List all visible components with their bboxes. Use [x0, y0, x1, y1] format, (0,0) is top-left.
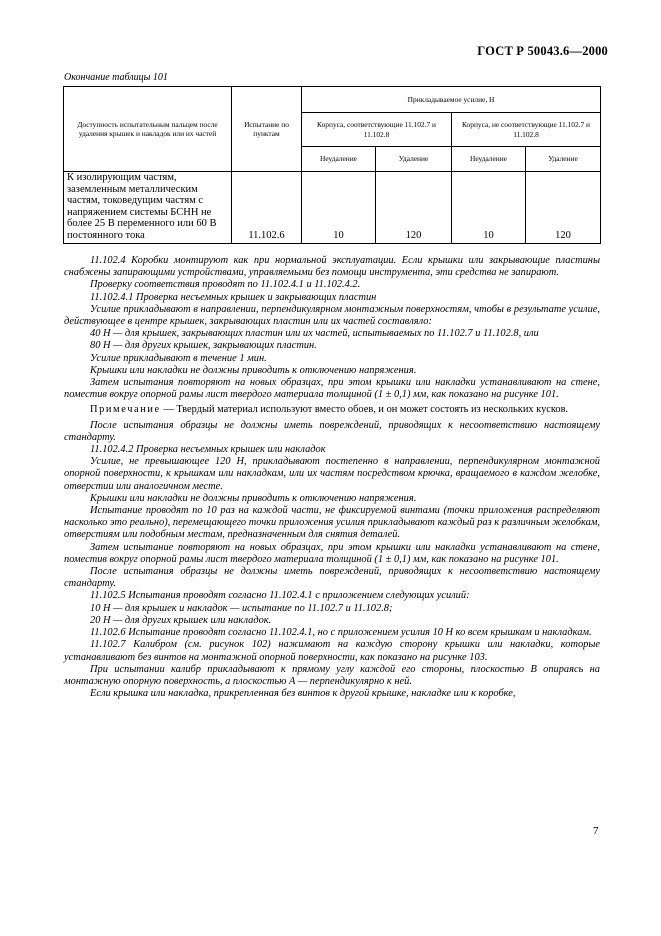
paragraph: 11.102.7 Калибром (см. рисунок 102) нажимают на каждую сторону крышки или накладки, которые устанавливают без винтов на монтажной опорной поверхности, как показано на рисунке 103.: [64, 639, 600, 663]
paragraph: При испытании калибр прикладывают к прямому углу каждой его стороны, плоскостью В опираясь на монтажную опорную поверхность, а плоскостью А — перпендикулярно к ней.: [64, 663, 600, 687]
col-header-test: Испытание по пунктам: [232, 87, 302, 172]
paragraph: Если крышка или накладка, прикрепленная без винтов к другой крышке, накладке или к коробке,: [90, 688, 516, 700]
paragraph: После испытания образцы не должны иметь повреждений, приводящих к несоответствию настоящему стандарту.: [64, 419, 600, 443]
table-cell-v4: 120: [526, 172, 601, 244]
paragraph: 20 Н — для других крышек или накладок.: [90, 614, 272, 626]
col-header-group-b: Корпуса, не соответствующие 11.102.7 и 11.102.8: [452, 113, 601, 147]
paragraph: 11.102.4 Коробки монтируют как при нормальной эксплуатации. Если крышки или закрывающие пластины снабжены запирающими устройствами, управляемыми без помощи инструмента, эти средства не запирают.: [64, 255, 600, 279]
table-cell-test: 11.102.6: [232, 172, 302, 244]
table-caption: Окончание таблицы 101: [64, 72, 168, 83]
table-101: [63, 86, 601, 244]
paragraph: 11.102.4.2 Проверка несъемных крышек или накладок: [90, 444, 326, 456]
paragraph: Усилие, не превышающее 120 Н, прикладывают постепенно в направлении, перпендикулярном монтажной опорной поверхности, к крышкам или накладкам, или их частям посредством крючка, вращаемого в каждом желобке, отверстии или аналогичном месте.: [64, 456, 600, 492]
body-text: [64, 255, 600, 700]
col-header-force: Прикладываемое усилие, Н: [302, 87, 601, 113]
col-header-sub-2: Удаление: [376, 147, 452, 172]
table-cell-v3: 10: [452, 172, 526, 244]
document-header: ГОСТ Р 50043.6—2000: [477, 44, 608, 58]
col-header-sub-3: Неудаление: [452, 147, 526, 172]
table-cell-v1: 10: [302, 172, 376, 244]
col-header-sub-4: Удаление: [526, 147, 601, 172]
note-label: Примечание: [90, 404, 161, 416]
paragraph: Усилие прикладывают в течение 1 мин.: [90, 352, 267, 364]
paragraph: Проверку соответствия проводят по 11.102.4.1 и 11.102.4.2.: [90, 279, 361, 291]
paragraph: Затем испытания повторяют на новых образцах, при этом крышки или накладки устанавливают на стене, поместив вокруг опорной рамы лист твердого материала толщиной (1 ± 0,1) мм, как показано на рисунке 101.: [64, 377, 600, 401]
paragraph: 10 Н — для крышек и накладок — испытание по 11.102.7 и 11.102.8;: [90, 602, 393, 614]
paragraph: 80 Н — для других крышек, закрывающих пластин.: [90, 340, 317, 352]
note-text: — Твердый материал используют вместо обоев, и он может состоять из нескольких кусков.: [160, 404, 569, 416]
paragraph: После испытания образцы не должны иметь повреждений, приводящих к несоответствию настоящему стандарту.: [64, 566, 600, 590]
col-header-access: Доступность испытательным пальцем после удаления крышек и накладок или их частей: [64, 87, 232, 172]
paragraph: Крышки или накладки не должны приводить к отключению напряжения.: [90, 364, 417, 376]
paragraph: 11.102.5 Испытания проводят согласно 11.102.4.1 с приложением следующих усилий:: [90, 590, 470, 602]
paragraph: 11.102.6 Испытание проводят согласно 11.102.4.1, но с приложением усилия 10 Н ко всем крышкам и накладкам.: [90, 627, 592, 639]
page-number: 7: [593, 825, 599, 837]
paragraph: Затем испытание повторяют на новых образцах, при этом крышки или накладки устанавливают на стене, поместив вокруг опорной рамы лист твердого материала толщиной (1 ± 0,1) мм, как показано на рисунке 101.: [64, 541, 600, 565]
note: [64, 404, 600, 416]
paragraph: Усилие прикладывают в направлении, перпендикулярном монтажным поверхностям, чтобы в результате усилие, действующее в центре крышек, закрывающих пластин или их частей составляло:: [64, 303, 600, 328]
table-cell-access: К изолирующим частям, заземленным металлическим частям, токоведущим частям с напряжением системы БСНН не более 25 В переменного или 60 В постоянного тока: [64, 172, 232, 244]
paragraph: Испытание проводят по 10 раз на каждой части, не фиксируемой винтами (точки приложения распределяют насколько это реально), перемещающего точки приложения усилия прикладывают каждый раз к различным желобкам, отверстиям или подобным местам, предназначенным для снятия деталей.: [64, 505, 600, 541]
col-header-group-a: Корпуса, соответствующие 11.102.7 и 11.102.8: [302, 113, 452, 147]
paragraph: Крышки или накладки не должны приводить к отключению напряжения.: [90, 492, 417, 504]
col-header-sub-1: Неудаление: [302, 147, 376, 172]
table-cell-v2: 120: [376, 172, 452, 244]
paragraph: 40 Н — для крышек, закрывающих пластин или их частей, испытываемых по 11.102.7 и 11.102.8, или: [90, 328, 539, 340]
paragraph: 11.102.4.1 Проверка несъемных крышек и закрывающих пластин: [90, 291, 377, 303]
